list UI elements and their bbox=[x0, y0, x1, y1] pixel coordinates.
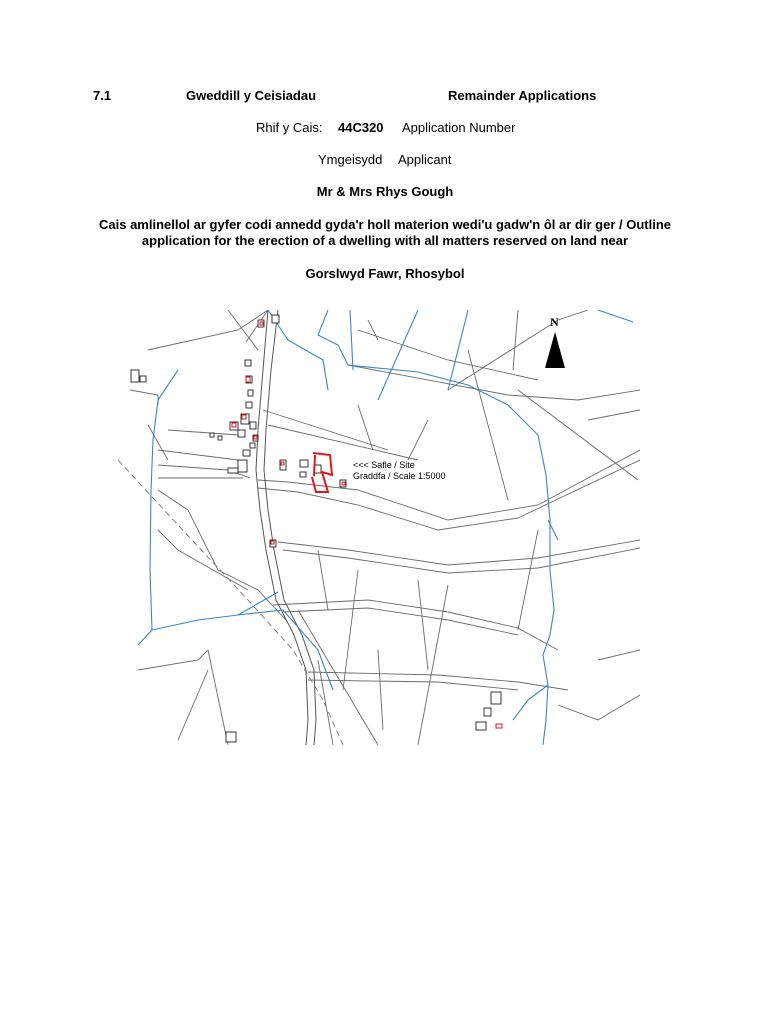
main-road bbox=[256, 310, 316, 745]
application-number: 44C320 bbox=[338, 120, 384, 135]
applicant-label-welsh: Ymgeisydd bbox=[318, 152, 383, 167]
scale-label: Graddfa / Scale 1:5000 bbox=[353, 471, 446, 481]
water-courses bbox=[138, 310, 633, 745]
section-title-welsh: Gweddill y Ceisiadau bbox=[186, 88, 317, 103]
field-boundaries bbox=[130, 310, 640, 745]
item-number: 7.1 bbox=[93, 88, 112, 103]
location: Gorslwyd Fawr, Rhosybol bbox=[305, 266, 465, 281]
description-line-1: Cais amlinellol ar gyfer codi annedd gyda'r holl materion wedi'u gadw'n ôl ar dir ger / Outline bbox=[99, 217, 671, 232]
applicant-label-english: Applicant bbox=[398, 152, 452, 167]
description-line-2: application for the erection of a dwelling with all matters reserved on land near bbox=[141, 233, 629, 248]
footpath-dashed bbox=[118, 460, 343, 745]
site-label: <<< Safle / Site bbox=[353, 460, 415, 470]
section-title-english: Remainder Applications bbox=[448, 88, 597, 103]
applicant-name: Mr & Mrs Rhys Gough bbox=[316, 184, 454, 199]
site-location-map bbox=[118, 310, 640, 745]
north-label: N bbox=[550, 315, 559, 329]
application-number-label-english: Application Number bbox=[402, 120, 516, 135]
application-number-label-welsh: Rhif y Cais: bbox=[256, 120, 323, 135]
north-arrow-icon bbox=[545, 315, 565, 368]
